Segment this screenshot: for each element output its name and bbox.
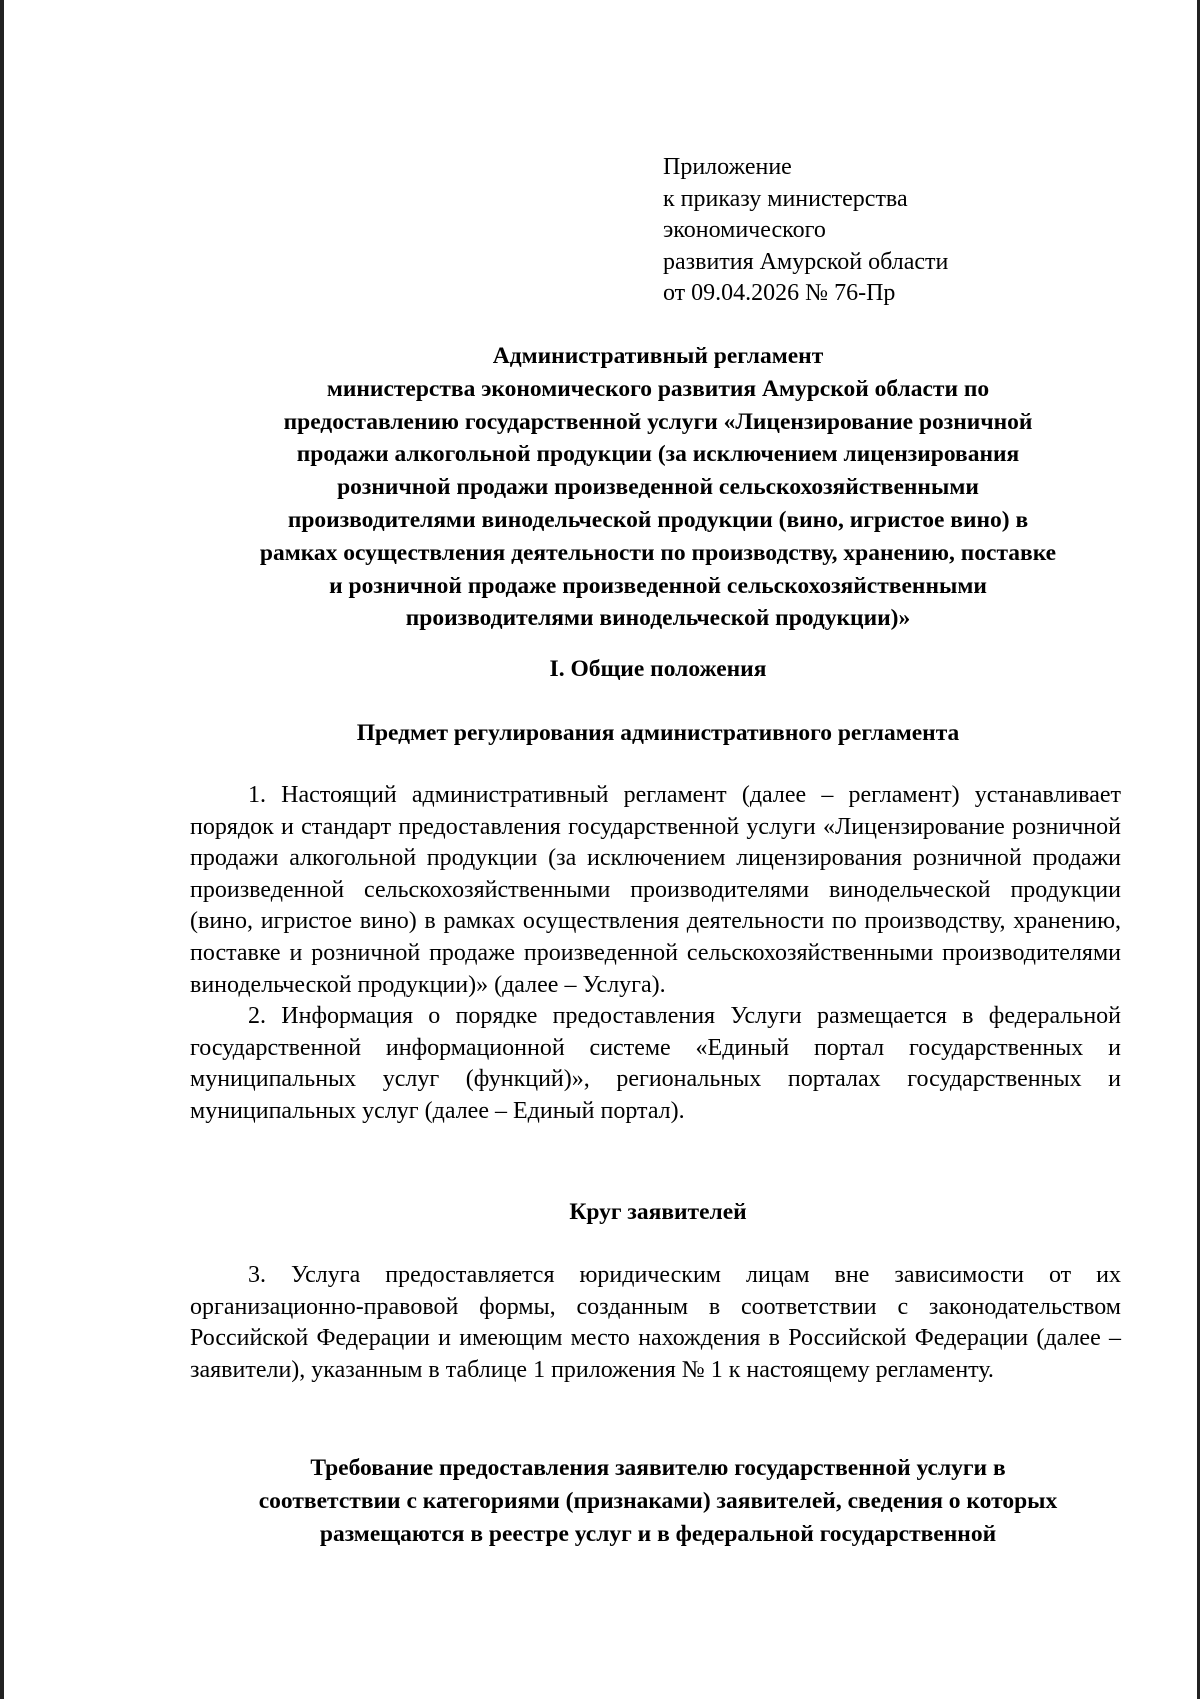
title-line: Административный регламент xyxy=(492,343,824,369)
title-line: производителями винодельческой продукции)» xyxy=(405,605,911,632)
title-line: производителями винодельческой продукции (вино, игристое вино) в xyxy=(287,506,1029,533)
paragraph-3: 3. Услуга предоставляется юридическим лицам вне зависимости от их организационно-правовой формы, созданным в соответствии с законодательством Российской Федерации и имеющим место нахождения в Российской Федерации (далее – заявители), указанным в таблице 1 приложения № 1 к настоящему регламенту. xyxy=(190,1262,1121,1383)
heading-requirement xyxy=(188,1452,1128,1550)
approval-line: от 09.04.2026 № 76-Пр xyxy=(663,280,896,306)
title-line: предоставлению государственной услуги «Лицензирование розничной xyxy=(283,408,1033,435)
title-line: министерства экономического развития Амурской области по xyxy=(326,375,990,402)
title-line: рамках осуществления деятельности по производству, хранению, поставке xyxy=(259,539,1057,566)
approval-line: развития Амурской области xyxy=(663,248,949,275)
scan-edge-left xyxy=(0,0,4,1699)
requirement-line: размещаются в реестре услуг и в федеральной государственной xyxy=(319,1520,997,1547)
title-line: розничной продажи произведенной сельскохозяйственными xyxy=(337,474,979,501)
requirement-line: Требование предоставления заявителю государственной услуги в xyxy=(310,1455,1006,1481)
approval-line: Приложение xyxy=(663,154,792,180)
document-title xyxy=(188,340,1128,635)
paragraph-1: 1. Настоящий административный регламент (далее – регламент) устанавливает порядок и стандарт предоставления государственной услуги «Лицензирование розничной продажи алкогольной продукции (за исключением лицензирования розничной продажи произведенной сельскохозяйственными производителями винодельческой продукции (вино, игристое вино) в рамках осуществления деятельности по производству, хранению, поставке и розничной продаже произведенной сельскохозяйственными производителями винодельческой продукции)» (далее – Услуга). xyxy=(190,782,1121,998)
section1-body xyxy=(190,780,1121,1128)
applicants-body xyxy=(190,1260,1121,1386)
subheading-subject: Предмет регулирования административного регламента xyxy=(356,720,960,746)
title-line: и розничной продаже произведенной сельскохозяйственными xyxy=(329,572,987,599)
paragraph-2: 2. Информация о порядке предоставления Услуги размещается в федеральной государственной информационной системе «Единый портал государственных и муниципальных услуг (функций)», региональных порталах государственных и муниципальных услуг (далее – Единый портал). xyxy=(190,1003,1121,1124)
requirement-line: соответствии с категориями (признаками) заявителей, сведения о которых xyxy=(258,1487,1058,1514)
section-heading-general: I. Общие положения xyxy=(549,656,767,682)
approval-line: экономического xyxy=(663,217,826,243)
title-line: продажи алкогольной продукции (за исключением лицензирования xyxy=(296,441,1020,468)
heading-applicants: Круг заявителей xyxy=(569,1199,747,1225)
approval-block xyxy=(663,152,948,310)
approval-line: к приказу министерства xyxy=(663,185,908,212)
